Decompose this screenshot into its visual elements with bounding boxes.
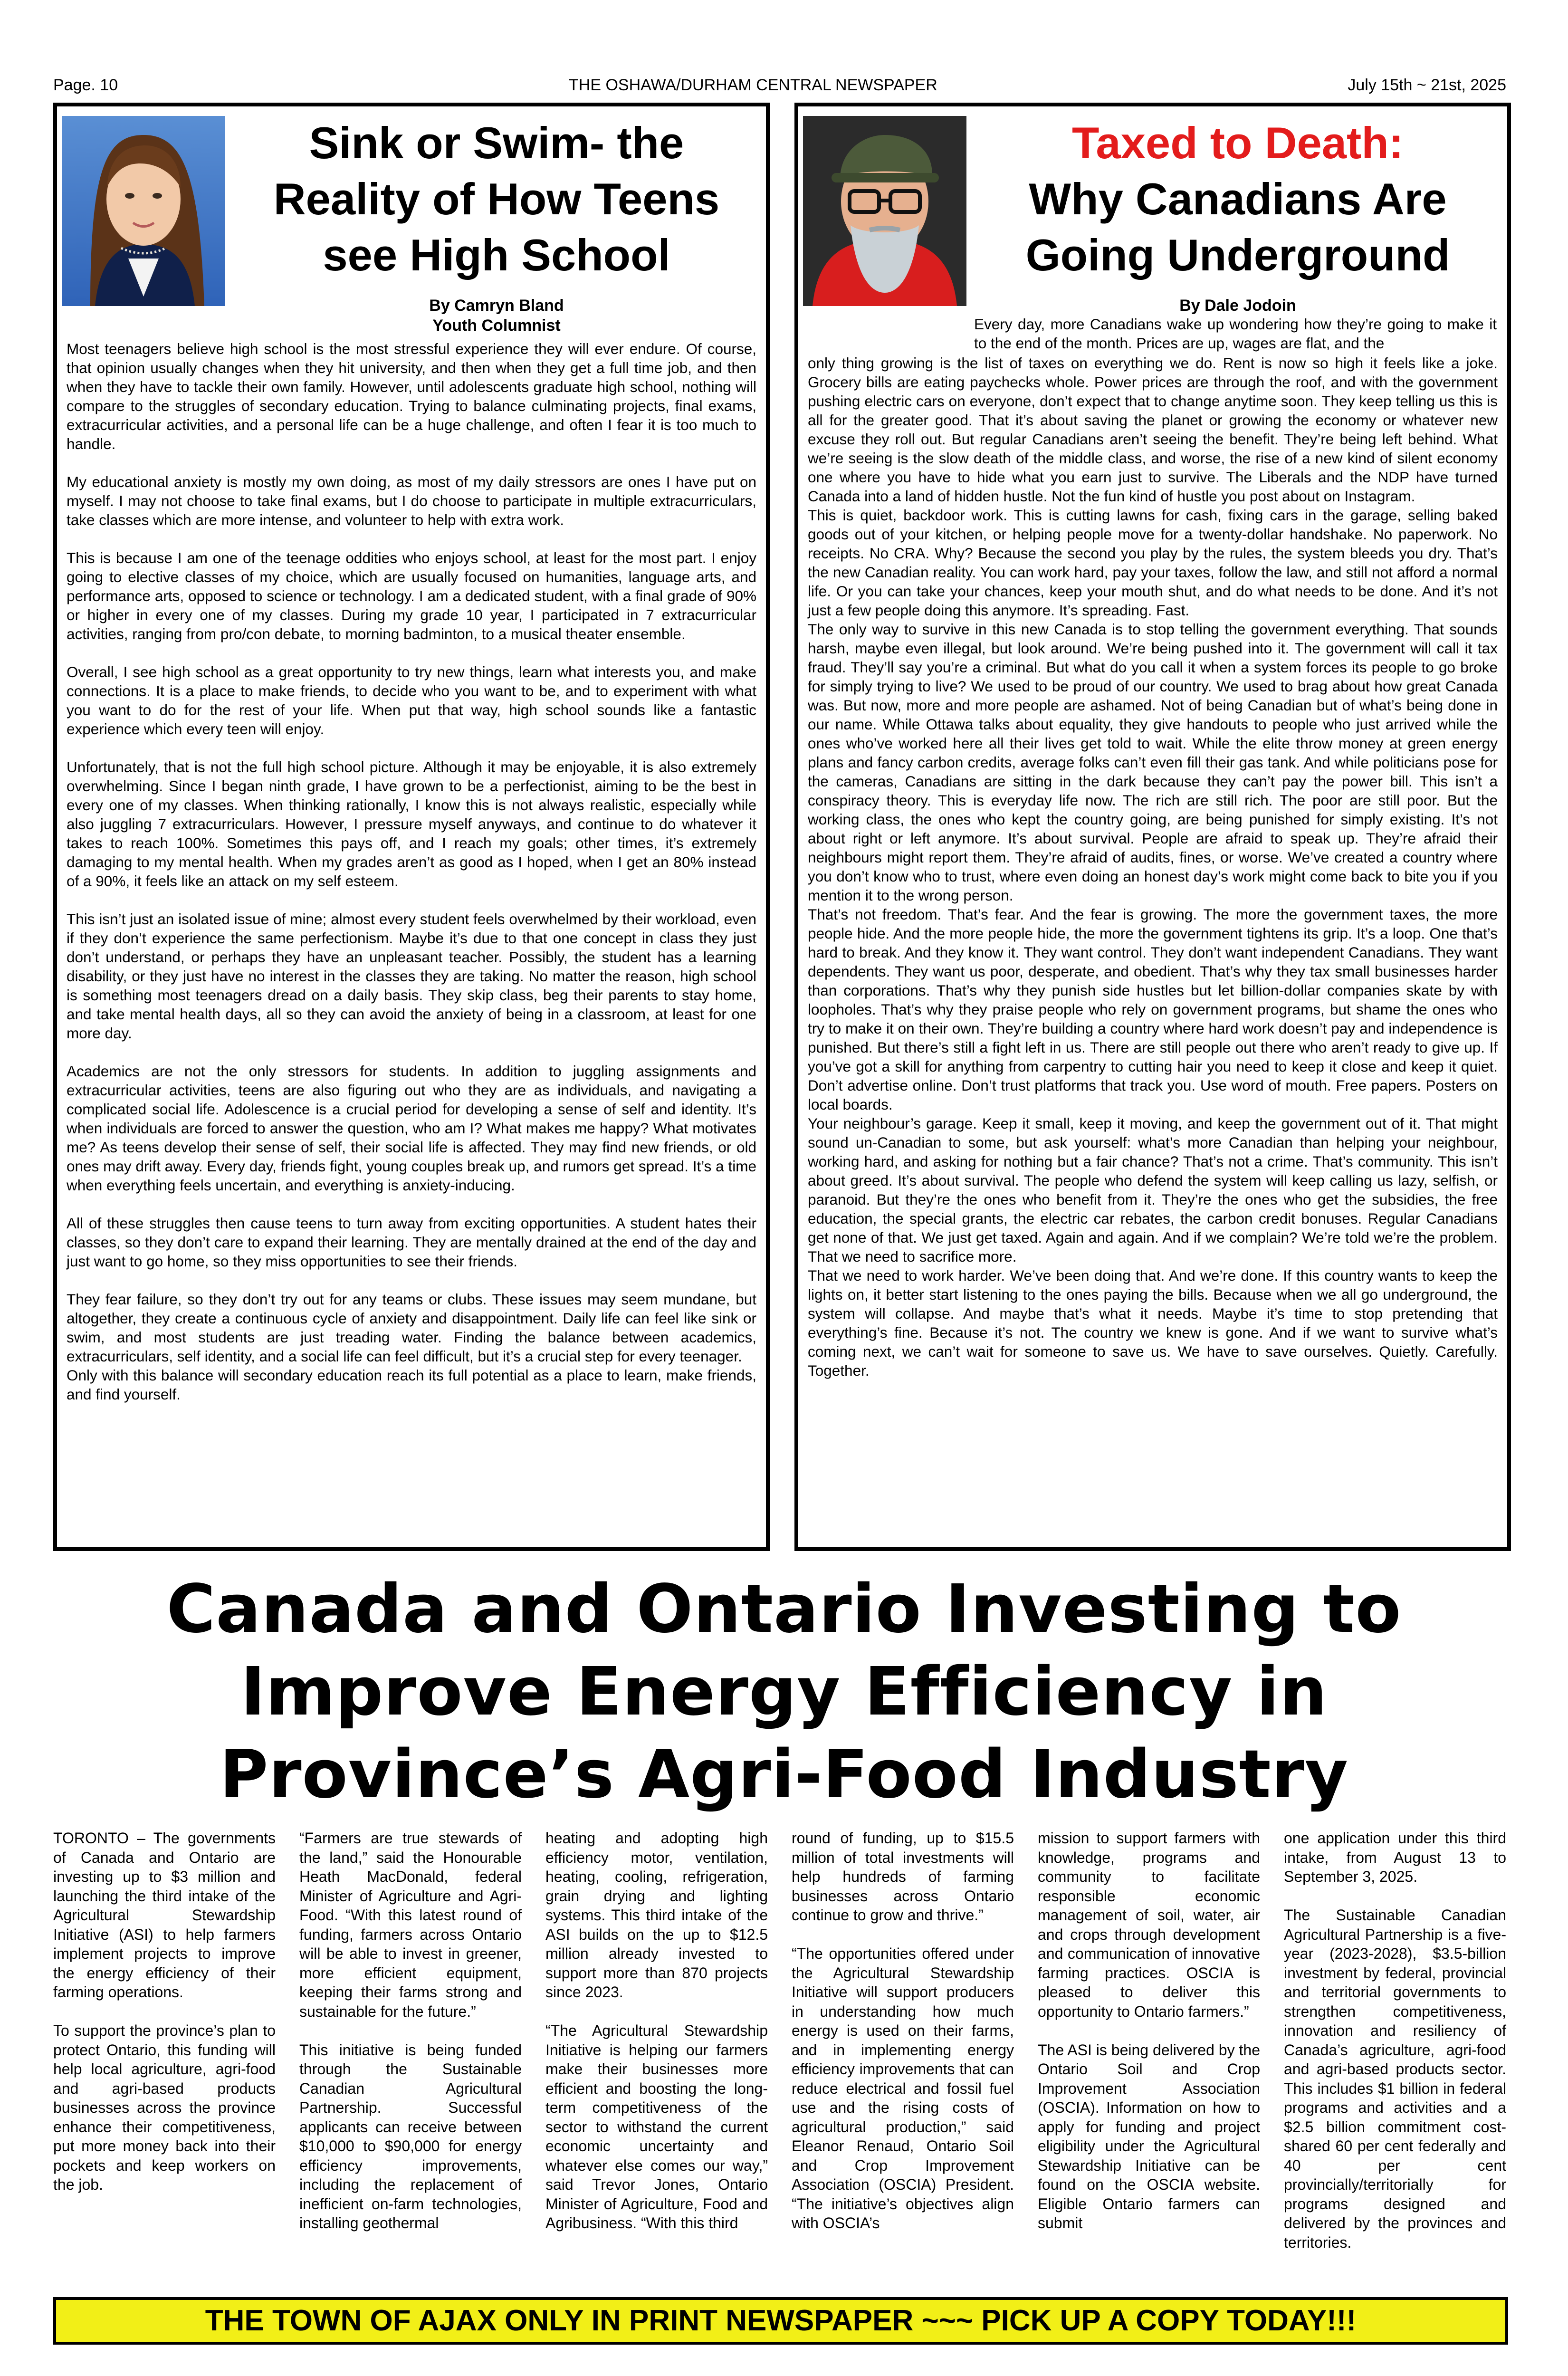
left-article-body: Most teenagers believe high school is the most stressful experience they will ever endure. Of course, that opinion usually changes when they hit university, and then when they get a full time job, and then when they have to tackle their own family. However, until adolescents graduate high school, nothing will compare to the struggles of secondary education. Trying to balance culminating projects, final exams, extracurricular activities, and a personal life can be a huge challenge, and often I fear it is too much to handle. My educational anxiety is mostly my own doing, as most of my daily stressors are ones I have put on myself. I may not choose to take final exams, but I do choose to participate in multiple extracurriculars, take classes which are more intense, and volunteer to help with extra work. This is because I am one of the teenage oddities who enjoys school, at least for the most part. I enjoy going to elective classes of my choice, which are usually focused on humanities, language arts, and performance arts, opposed to science or technology. I am a dedicated student, with a final grade of 90% or higher in every one of my classes. During my grade 10 year, I participated in 7 extracurricular activities, ranging from pro/con debate, to morning badminton, to a musical theater ensemble. Overall, I see high school as a great opportunity to try new things, learn what interests you, and make connections. It is a place to make friends, to decide who you want to be, and to experiment with what you want to do for the rest of your life. When put that way, high school sounds like a fantastic experience which every teen will enjoy. Unfortunately, that is not the full high school picture. Although it may be enjoyable, it is also extremely overwhelming. Since I began ninth grade, I have grown to be a perfectionist, aiming to be the best in every one of my classes. When thinking rationally, I know this is not always realistic, especially while also juggling 7 extracurriculars. However, I pressure myself anyways, and continue to do whatever it takes to reach 100%. Sometimes this pays off, and I reach my goals; other times, it’s extremely damaging to my mental health. When my grades aren’t as good as I hoped, when I get an 80% instead of a 90%, it feels like an attack on my self esteem. This isn’t just an isolated issue of mine; almost every student feels overwhelmed by their workload, even if they don’t experience the same perfectionism. Maybe it’s due to that one concept in class they just don’t understand, or perhaps they have an unpleasant teacher. Possibly, the student has a learning disability, or they just have no interest in the classes they are taking. No matter the reason, high school is something most teenagers dread on a daily basis. They skip class, beg their parents to stay home, and take mental health days, all so they can avoid the anxiety of being in a classroom, at least for one more day. Academics are not the only stressors for students. In addition to juggling assignments and extracurricular activities, teens are also figuring out who they are as individuals, and navigating a complicated social life. Adolescence is a crucial period for developing a sense of self and identity. It’s when individuals are forced to answer the question, who am I? What makes me happy? What motivates me? As teens develop their sense of self, their social life is affected. They may find new friends, or old ones may drift away. Every day, friends fight, young couples break up, and rumors get spread. It’s a time when everything feels uncertain, and everything is anxiety-inducing. All of these struggles then cause teens to turn away from exciting opportunities. A student hates their classes, so they don’t care to expand their learning. They are mentally drained at the end of the day and just want to go home, so they miss opportunities to see their friends. They fear failure, so they don’t try out for any teams or clubs. These issues may seem mundane, but altogether, they create a continuous cycle of anxiety and disappointment. Daily life can feel like sink or swim, and most students are just treading water. Finding the balance between academics, extracurriculars, self identity, and a social life can feel difficult, but it’s a crucial step for every teenager. Only with this balance will secondary education reach its full potential as a place to learn, make friends, and find yourself.	[67, 340, 756, 1403]
right-article	[794, 103, 1511, 1551]
left-article-byline	[233, 296, 760, 335]
left-article-title: Sink or Swim- the Reality of How Teens see High School	[273, 118, 720, 280]
issue-date: July 15th ~ 21st, 2025	[1348, 76, 1506, 94]
right-article-title-main: Why Canadians Are Going Underground	[1025, 174, 1450, 280]
article-column-2: “Farmers are true stewards of the land,” said the Honourable Heath MacDonald, federal Minister of Agriculture and Agri-Food. “With this latest round of funding, farmers across Ontario will be able to invest in greener, more efficient equipment, keeping their farms strong and sustainable for the future.” This initiative is being funded through the Sustainable Canadian Agricultural Partnership. Successful applicants can receive between $10,000 to $90,000 for energy efficiency improvements, including the replacement of inefficient on-farm technologies, installing geothermal	[299, 1830, 522, 2232]
article-column-5: mission to support farmers with knowledge, programs and community to facilitate responsible economic management of soil, water, air and crops through development and communication of innovative farming practices. OSCIA is pleased to deliver this opportunity to Ontario farmers.” The ASI is being delivered by the Ontario Soil and Crop Improvement Association (OSCIA). Information on how to apply for funding and project eligibility under the Agricultural Stewardship Initiative can be found on the OSCIA website. Eligible Ontario farmers can submit	[1038, 1830, 1260, 2232]
article-column-3: heating and adopting high efficiency motor, ventilation, heating, cooling, refrigeration, grain drying and lighting systems. This third intake of the ASI builds on the up to $12.5 million already invested to support more than 870 projects since 2023. “The Agricultural Stewardship Initiative is helping our farmers make their businesses more efficient and boosting the long-term competitiveness of the sector to withstand the current economic uncertainty and whatever else comes our way,” said Trevor Jones, Ontario Minister of Agriculture, Food and Agribusiness. “With this third	[545, 1830, 768, 2232]
author-photo-camryn	[62, 116, 225, 306]
author-photo-dale	[803, 116, 966, 306]
left-article-author: By Camryn Bland	[429, 297, 564, 315]
page-header	[53, 76, 1506, 99]
right-article-byline: By Dale Jodoin	[1179, 297, 1296, 315]
right-article-body: only thing growing is the list of taxes on everything we do. Rent is now so high it feels like a joke. Grocery bills are eating paychecks whole. Power prices are through the roof, and with the government pushing electric cars on everyone, don’t expect that to change anytime soon. They keep telling us this is all for the greater good. That it’s about saving the planet or growing the economy or whatever new excuse they roll out. But regular Canadians aren’t seeing the benefit. They’re being left behind. What we’re seeing is the slow death of the middle class, and worse, the rise of a new kind of silent economy one where you have to hide what you earn just to survive. The Liberals and the NDP have turned Canada into a land of hidden hustle. Not the fun kind of hustle you post about on Instagram. This is quiet, backdoor work. This is cutting lawns for cash, fixing cars in the garage, selling baked goods out of your kitchen, or helping people move for a twenty-dollar handshake. No paperwork. No receipts. No CRA. Why? Because the second you play by the rules, the system bleeds you dry. That’s the new Canadian reality. You can work hard, pay your taxes, follow the law, and still not afford a normal life. Or you can take your chances, keep your mouth shut, and do what needs to be done. And it’s not just a few people doing this anymore. It’s spreading. Fast. The only way to survive in this new Canada is to stop telling the government everything. That sounds harsh, maybe even illegal, but look around. We’re being pushed into it. The government will call it tax fraud. They’ll say you’re a criminal. But what do you call it when a system forces its people to go broke for simply trying to live? We used to be proud of our country. We used to brag about how great Canada was. But now, more and more people are ashamed. Not of being Canadian but of what’s being done in our name. While Ottawa talks about equality, they give handouts to people who just arrived while the ones who’ve worked here all their lives get told to wait. While the elite throw money at green energy plans and fancy carbon credits, average folks can’t even fill their gas tank. And while politicians pose for the cameras, Canadians are sitting in the dark because they can’t pay the power bill. This isn’t a conspiracy theory. This is everyday life now. The rich are still rich. The poor are still poor. But the working class, the ones who kept the country going, are being punished for simply existing. It’s not about right or left anymore. It’s about survival. People are afraid to speak up. They’re afraid their neighbours might report them. They’re afraid of audits, fines, or worse. We’ve created a country where you don’t know who to trust, where even doing an honest day’s work might come back to bite you if you mention it to the wrong person. That’s not freedom. That’s fear. And the fear is growing. The more the government taxes, the more people hide. And the more people hide, the more the government tightens its grip. It’s a loop. One that’s hard to break. And they know it. They want control. They don’t want independent Canadians. They want dependents. They want us poor, desperate, and obedient. That’s why they tax small businesses harder than corporations. That’s why they punish side hustles but let billion-dollar companies skate by with loopholes. That’s why they praise people who rely on government programs, but shame the ones who try to make it on their own. They’re building a country where hard work doesn’t pay and independence is punished. But there’s still a fight left in us. There are still people out there who aren’t ready to give up. If you’ve got a skill for anything from carpentry to cutting hair you need to keep it close and keep it quiet. Don’t advertise online. Don’t trust platforms that track you. Use word of mouth. Free papers. Posters on local boards. Your neighbour’s garage. Keep it small, keep it moving, and keep the government out of it. That might sound un-Canadian to some, but ask yourself: what’s more Canadian than helping your neighbour, working hard, and asking for nothing but a fair chance? That’s not a crime. That’s community. This isn’t about greed. It’s about survival. The people who defend the system will keep calling us lazy, selfish, or paranoid. But they’re the ones who benefit from it. They’re the ones who get the subsidies, the free education, the special grants, the electric car rebates, the carbon credit bonuses. Regular Canadians get none of that. We just get taxed. Again and again. And if we complain? We’re told we’re the problem. That we need to sacrifice more. That we need to work harder. We’ve been doing that. And we’re done. If this country wants to keep the lights on, it better start listening to the ones paying the bills. Because when we all go underground, the system will collapse. And maybe that’s what it needs. Maybe it’s time to stop pretending that everything’s fine. Because it’s not. The country we knew is gone. And if we want to survive what’s coming next, we can’t wait for someone to save us. We have to save ourselves. Quietly. Carefully. Together.	[808, 354, 1498, 1379]
main-headline: Canada and Ontario Investing to Improve Energy Efficiency in Province’s Agri-Food Industry	[166, 1571, 1402, 1813]
promo-banner: THE TOWN OF AJAX ONLY IN PRINT NEWSPAPER ~~~ PICK UP A COPY TODAY!!!	[53, 2297, 1508, 2345]
article-column-1: TORONTO – The governments of Canada and Ontario are investing up to $3 million and launching the third intake of the Agricultural Stewardship Initiative (ASI) to help farmers implement projects to improve the energy efficiency of their farming operations. To support the province’s plan to protect Ontario, this funding will help local agriculture, agri-food and agri-based products businesses across the province enhance their competitiveness, put more money back into their pockets and keep workers on the job.	[53, 1830, 276, 2193]
article-column-4: round of funding, up to $15.5 million of total investments will help hundreds of farming businesses across Ontario continue to grow and thrive.” “The opportunities offered under the Agricultural Stewardship Initiative will support producers in understanding how much energy is used on their farms, and in implementing energy efficiency improvements that can reduce electrical and fossil fuel use and the rising costs of agricultural production,” said Eleanor Renaud, Ontario Soil and Crop Improvement Association (OSCIA) President. “The initiative’s objectives align with OSCIA’s	[792, 1830, 1014, 2232]
left-article	[53, 103, 770, 1551]
right-article-title	[974, 115, 1501, 283]
left-article-author-role: Youth Columnist	[432, 316, 561, 335]
right-article-body-top: Every day, more Canadians wake up wondering how they’re going to make it to the end of the month. Prices are up, wages are flat, and the	[974, 316, 1497, 352]
article-column-6: one application under this third intake, from August 13 to September 3, 2025. The Sustainable Canadian Agricultural Partnership is a five-year (2023-2028), $3.5-billion investment by federal, provincial and territorial governments to strengthen competitiveness, innovation and resiliency of Canada’s agriculture, agri-food and agri-based products sector. This includes $1 billion in federal programs and activities and a $2.5 billion commitment cost-shared 60 per cent federally and 40 per cent provincially/territorially for programs designed and delivered by the provinces and territories.	[1284, 1830, 1506, 2251]
newspaper-name: THE OSHAWA/DURHAM CENTRAL NEWSPAPER	[569, 76, 937, 94]
right-article-title-red: Taxed to Death:	[1071, 118, 1404, 168]
page-number: Page. 10	[53, 76, 118, 94]
